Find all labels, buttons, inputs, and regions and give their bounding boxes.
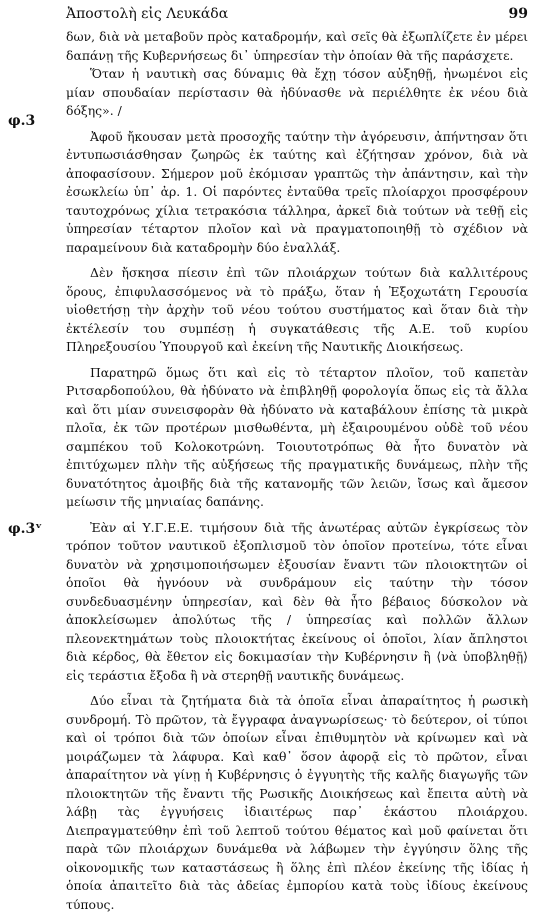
paragraph-6: Ἐὰν αἱ Υ.Γ.Ε.Ε. τιμήσουν διὰ τῆς ἀνωτέρας αὐτῶν ἐγκρίσεως τὸν τρόπον τοῦτον ναυτικοῦ ἐξοπλισμοῦ τὸν ὁποῖον προτείνω, τότε εἶναι δυνατὸν νὰ χρησιμοποιήσωμεν ἐξουσίαν ἔναντι τῶν πλοιοκτητῶν οἱ ὁποῖοι θὰ ἠγνόουν νὰ συνδράμουν εἰς ταύτην τὴν τόσον συνδεδυασμένην ὑπηρεσίαν, καὶ δὲν θὰ ἦτο βέβαιος δύσκολον νὰ ἀποκλείσωμεν ἀπολύτως τῆς / ὑπηρεσίας καὶ πολλῶν ἄλλων πλεονεκτημάτων τοὺς πλοιοκτήτας ἐκείνους οἱ ὁποῖοι, λίαν ἄπληστοι διὰ κέρδος, θὰ ἔθετον εἰς δοκιμασίαν τὴν Κυβέρνησιν ἢ ⟨νὰ ὑποβληθῇ⟩ εἰς τεράστια ἔξοδα ἢ νὰ στερηθῇ ναυτικῆς δυνάμεως. (66, 519, 528, 683)
paragraph-3: Ἀφοῦ ἤκουσαν μετὰ προσοχῆς ταύτην τὴν ἀγόρευσιν, ἀπήντησαν ὅτι ἐντυπωσιάσθησαν ζωηρῶς ἐκ ταύτης καὶ ἐζήτησαν χρόνον, διὰ νὰ ἀποφασίσουν. Σήμερον μοῦ ἐκόμισαν γραπτῶς τὴν ἀπάντησιν, καὶ τὴν ἐσωκλείω ὑπ᾽ ἀρ. 1. Οἱ παρόντες ἐνταῦθα τρεῖς πλοίαρχοι προσφέρουν ταυτοχρόνως χίλια τετρακόσια τάλληρα, ἀρκεῖ διὰ τούτων νὰ τεθῇ εἰς ὑπηρεσίαν τέταρτον πλοῖον καὶ νὰ πραγματοποιηθῇ τὸ σχέδιον νὰ παραμείνουν διὰ καταδρομὴν δύο ἑναλλάξ. (66, 128, 528, 255)
paragraph-5: Παρατηρῶ ὅμως ὅτι καὶ εἰς τὸ τέταρτον πλοῖον, τοῦ καπετὰν Ριτσαρδοπούλου, θὰ ἠδύνατο νὰ ἐπιβληθῇ φορολογία ὅπως εἰς τὰ ἄλλα καὶ ὅτι μίαν συνεισφορὰν θὰ ἠδύνατο νὰ καταβάλουν ἐπίσης τὰ μικρὰ πλοῖα, ἐκ τῶν προτέρων μισθωθέντα, μὴ ἐξαιρουμένου οὐδὲ τοῦ νέου σαμπέκου τοῦ Κολοκοτρώνη. Τοιουτοτρόπως θὰ ἦτο δυνατὸν νὰ ἐπιτύχωμεν πλὴν τῆς αὐξήσεως τῆς πραγματικῆς δυνάμεως, πλὴν τῆς δυνατότητος ἀμοιβῆς διὰ τῆς κατανομῆς τῶν λειῶν, ἴσως καὶ ἄμεσον μείωσιν τῆς μηνιαίας δαπάνης. (66, 364, 528, 509)
margin-note-folio-3v: φ.3ᵛ (8, 521, 43, 537)
paragraph-7: Δύο εἶναι τὰ ζητήματα διὰ τὰ ὁποῖα εἶναι ἀπαραίτητος ἡ ρωσικὴ συνδρομή. Τὸ πρῶτον, τὰ ἔγγραφα ἀναγνωρίσεως· τὸ δεύτερον, οἱ τύποι καὶ οἱ τρόποι διὰ τῶν ὁποίων εἶναι ἐπιθυμητὸν νὰ κρίνωμεν καὶ νὰ μοιράζωμεν τὰ λάφυρα. Καὶ καθ᾽ ὅσον ἀφορᾷ εἰς τὸ πρῶτον, εἶναι ἀπαραίτητον νὰ γίνῃ ἡ Κυβέρνησις ὁ ἐγγυητὴς τῆς καλῆς διαγωγῆς τῶν πλοιοκτητῶν τῆς ἔναντι τῆς Ρωσικῆς Διοικήσεως καὶ ἔπειτα αὐτὴ νὰ λάβῃ τὰς ἐγγυήσεις ἰδιαιτέρως παρ᾽ ἑκάστου πλοιάρχου. Διεπραγματεύθην ἐπὶ τοῦ λεπτοῦ τούτου θέματος καὶ μοῦ φαίνεται ὅτι παρὰ τῶν πλοιάρχων δυνάμεθα νὰ λάβωμεν τὴν ἐγγύησιν ὅλης τῆς οἰκονομικῆς των καταστάσεως ἢ ὅλης ἐπὶ πλέον ἐκείνης τῆς ἰδίας ἡ ὁποία ἀπαιτεῖτο διὰ τὰς ἀδείας ἐμπορίου κατὰ τοὺς ἰδίους ἐκείνους τύπους. (66, 693, 528, 912)
document-body (66, 28, 528, 921)
running-header (66, 6, 528, 26)
margin-note-folio-3: φ.3 (8, 113, 36, 129)
paragraph-2: Ὅταν ἡ ναυτικὴ σας δύναμις θὰ ἔχῃ τόσον αὐξηθῇ, ἠνωμένοι εἰς μίαν σπουδαίαν περίστασιν θὰ ἠδύνασθε νὰ περιέλθητε ἐκ νέου διὰ δόξης». / (66, 66, 528, 118)
paragraph-1: δων, διὰ νὰ μεταβοῦν πρὸς καταδρομήν, καὶ σεῖς θὰ ἐξωπλίζετε ἐν μέρει δαπάνῃ τῆς Κυβερνήσεως δι᾽ ὑπηρεσίαν τὴν ὁποίαν θὰ τῆς παράσχετε. (66, 29, 528, 63)
paragraph-4: Δὲν ἤσκησα πίεσιν ἐπὶ τῶν πλοιάρχων τούτων διὰ καλλιτέρους ὅρους, ἐπιφυλασσόμενος νὰ τὸ πράξω, ὅταν ἡ Ἐξοχωτάτη Γερουσία υἱοθετήσῃ τὴν ἀρχὴν τοῦ νέου τούτου συστήματος καὶ ὅταν διὰ τὴν ἐκτέλεσίν του συμπέσῃ ἡ συγκατάθεσις τῆς Α.Ε. τοῦ κυρίου Πληρεξουσίου Ὑπουργοῦ καὶ ἐκείνη τῆς Ναυτικῆς Διοικήσεως. (66, 265, 528, 354)
page-number: 99 (508, 6, 528, 22)
running-title: Ἀποστολὴ εἰς Λευκάδα (66, 6, 229, 22)
